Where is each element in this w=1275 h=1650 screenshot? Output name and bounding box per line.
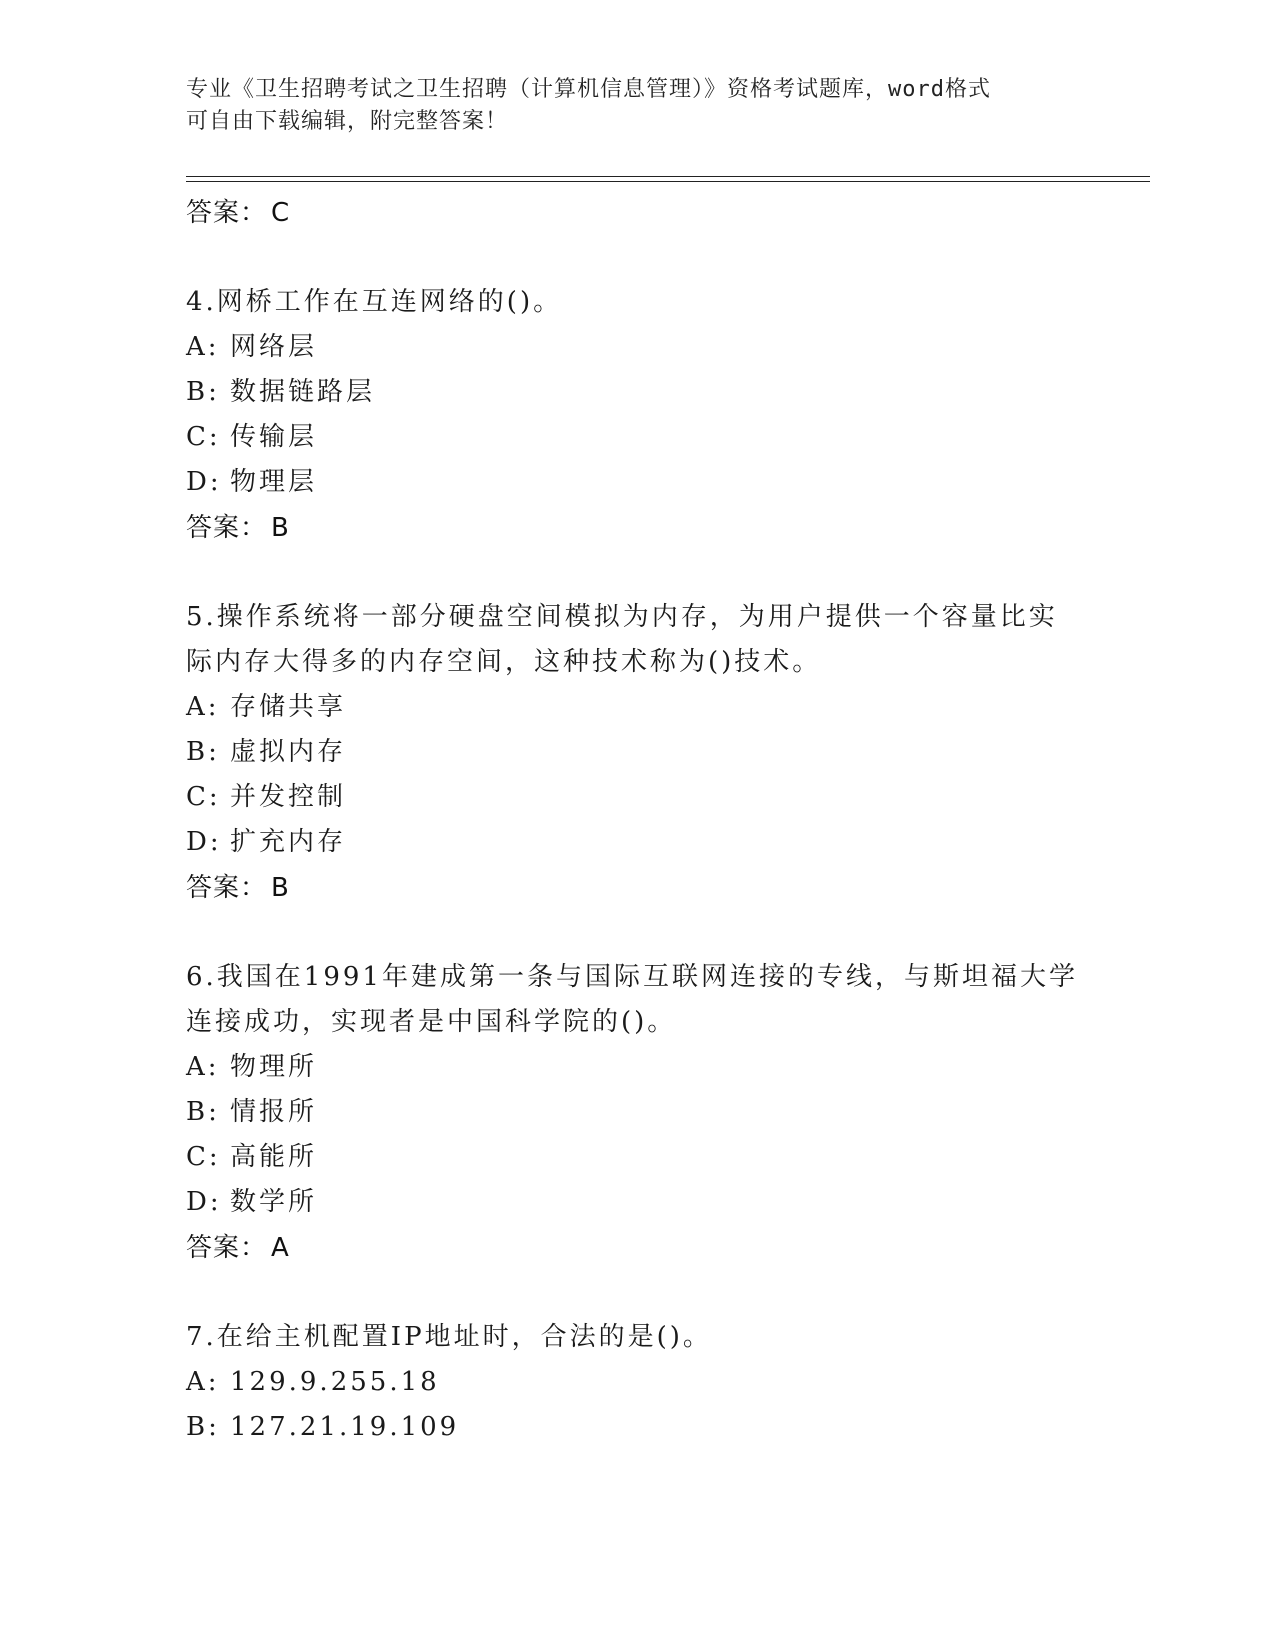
option-text: 虚拟内存 (230, 737, 347, 767)
option-d (186, 1180, 1086, 1225)
option-text: 物理层 (230, 467, 318, 497)
option-b (186, 370, 1086, 415)
option-letter: A: (186, 1367, 220, 1397)
option-letter: A: (186, 692, 220, 722)
question-6 (186, 955, 1086, 1271)
option-letter: B: (186, 377, 220, 407)
answer-value: B (271, 513, 290, 543)
option-letter: D: (186, 467, 222, 497)
option-b (186, 1090, 1086, 1135)
option-text: 网络层 (230, 332, 318, 362)
option-d (186, 460, 1086, 505)
option-text: 情报所 (230, 1097, 318, 1127)
answer-value: C (271, 198, 291, 228)
answer-line (186, 865, 1086, 911)
answer-label: 答案： (186, 198, 268, 228)
answer-value: B (271, 873, 290, 903)
option-a (186, 325, 1086, 370)
option-a (186, 1045, 1086, 1090)
option-text: 传输层 (230, 422, 318, 452)
question-text-line-1: 6.我国在1991年建成第一条与国际互联网连接的专线，与斯坦福大学 (186, 962, 1078, 992)
option-text: 高能所 (230, 1142, 318, 1172)
answer-label: 答案： (186, 873, 268, 903)
question-text-line-2: 连接成功，实现者是中国科学院的()。 (186, 1007, 677, 1037)
option-text: 物理所 (230, 1052, 318, 1082)
document-header (186, 74, 1066, 138)
option-a (186, 1360, 1086, 1405)
header-line-2: 可自由下载编辑，附完整答案！ (186, 109, 509, 134)
answer-label: 答案： (186, 513, 268, 543)
option-text: 并发控制 (230, 782, 347, 812)
question-text-line-1: 5.操作系统将一部分硬盘空间模拟为内存，为用户提供一个容量比实 (186, 602, 1058, 632)
answer-line (186, 505, 1086, 551)
option-letter: B: (186, 1412, 220, 1442)
option-text: 129.9.255.18 (230, 1367, 440, 1397)
leading-answer (186, 190, 1086, 236)
option-letter: D: (186, 827, 222, 857)
option-letter: B: (186, 1097, 220, 1127)
option-b (186, 730, 1086, 775)
answer-label: 答案： (186, 1233, 268, 1263)
answer-value: A (271, 1233, 290, 1263)
question-list (186, 190, 1086, 1450)
question-text-line-2: 际内存大得多的内存空间，这种技术称为()技术。 (186, 647, 822, 677)
answer-line (186, 1225, 1086, 1271)
option-text: 数据链路层 (230, 377, 376, 407)
question-text: 4.网桥工作在互连网络的()。 (186, 287, 563, 317)
option-text: 存储共享 (230, 692, 347, 722)
question-5 (186, 595, 1086, 911)
option-a (186, 685, 1086, 730)
option-text: 127.21.19.109 (230, 1412, 460, 1442)
option-text: 数学所 (230, 1187, 318, 1217)
option-letter: D: (186, 1187, 222, 1217)
question-4 (186, 280, 1086, 551)
option-letter: C: (186, 422, 221, 452)
option-c (186, 775, 1086, 820)
header-line-1: 专业《卫生招聘考试之卫生招聘（计算机信息管理）》资格考试题库，word格式 (186, 77, 991, 102)
option-c (186, 415, 1086, 460)
question-text: 7.在给主机配置IP地址时，合法的是()。 (186, 1322, 712, 1352)
option-text: 扩充内存 (230, 827, 347, 857)
option-d (186, 820, 1086, 865)
option-b (186, 1405, 1086, 1450)
question-7 (186, 1315, 1086, 1450)
header-divider-bottom (186, 181, 1150, 182)
header-divider-top (186, 176, 1150, 177)
option-letter: A: (186, 1052, 220, 1082)
option-c (186, 1135, 1086, 1180)
option-letter: B: (186, 737, 220, 767)
option-letter: C: (186, 1142, 221, 1172)
option-letter: C: (186, 782, 221, 812)
option-letter: A: (186, 332, 220, 362)
